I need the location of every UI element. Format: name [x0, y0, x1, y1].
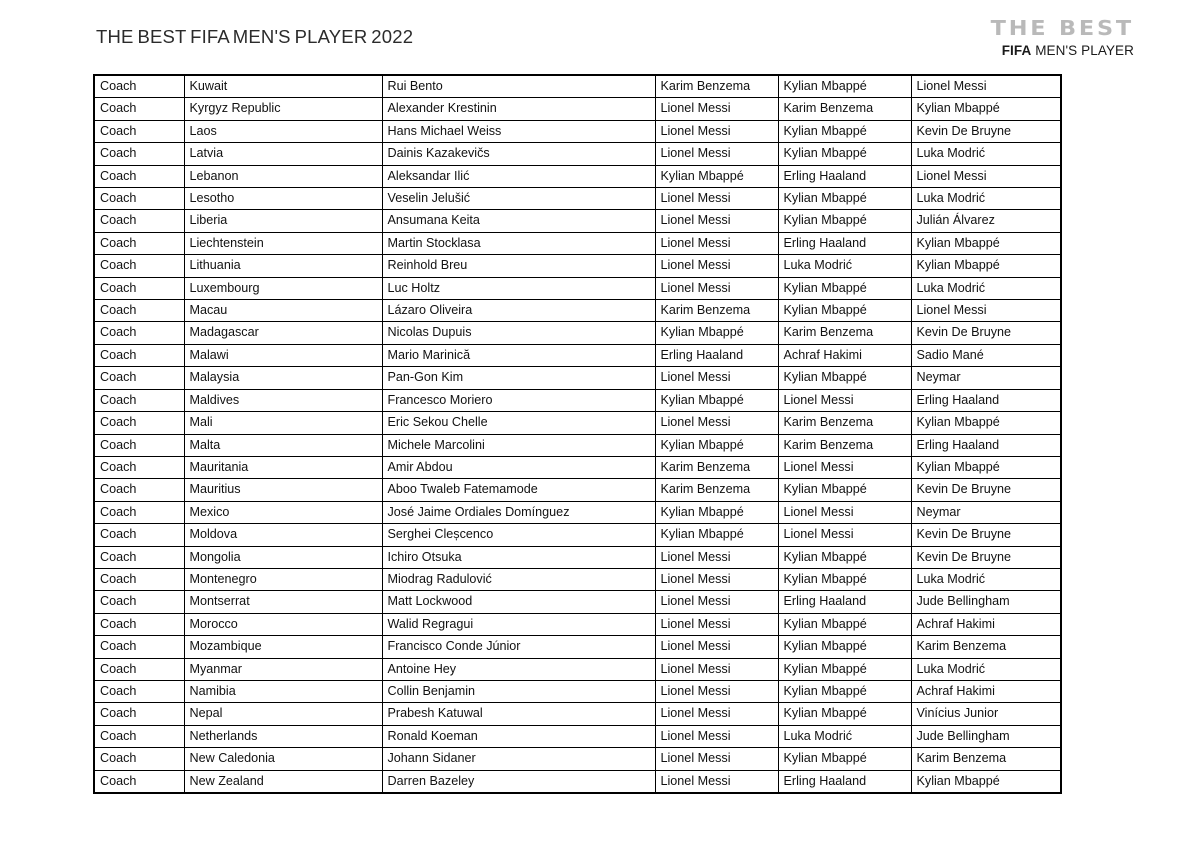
voter-cell: Ronald Koeman: [382, 725, 655, 747]
table-row: [94, 479, 1061, 501]
votes-table-body: [94, 75, 1061, 793]
table-row: [94, 770, 1061, 793]
role-cell: Coach: [94, 456, 184, 478]
table-row: [94, 98, 1061, 120]
vote-3-cell: Achraf Hakimi: [911, 613, 1061, 635]
voter-cell: Pan-Gon Kim: [382, 367, 655, 389]
vote-1-cell: Kylian Mbappé: [655, 501, 778, 523]
vote-1-cell: Lionel Messi: [655, 98, 778, 120]
vote-3-cell: Kylian Mbappé: [911, 770, 1061, 793]
vote-2-cell: Achraf Hakimi: [778, 344, 911, 366]
vote-3-cell: Kevin De Bruyne: [911, 479, 1061, 501]
table-row: [94, 367, 1061, 389]
table-row: [94, 165, 1061, 187]
role-cell: Coach: [94, 255, 184, 277]
vote-1-cell: Lionel Messi: [655, 367, 778, 389]
table-row: [94, 277, 1061, 299]
vote-2-cell: Erling Haaland: [778, 591, 911, 613]
vote-3-cell: Kylian Mbappé: [911, 412, 1061, 434]
role-cell: Coach: [94, 277, 184, 299]
vote-2-cell: Kylian Mbappé: [778, 613, 911, 635]
role-cell: Coach: [94, 344, 184, 366]
vote-2-cell: Erling Haaland: [778, 165, 911, 187]
association-cell: Kyrgyz Republic: [184, 98, 382, 120]
table-row: [94, 703, 1061, 725]
role-cell: Coach: [94, 613, 184, 635]
vote-2-cell: Lionel Messi: [778, 389, 911, 411]
table-row: [94, 210, 1061, 232]
vote-2-cell: Kylian Mbappé: [778, 546, 911, 568]
voter-cell: Matt Lockwood: [382, 591, 655, 613]
vote-2-cell: Kylian Mbappé: [778, 188, 911, 210]
role-cell: Coach: [94, 75, 184, 98]
vote-3-cell: Kevin De Bruyne: [911, 322, 1061, 344]
role-cell: Coach: [94, 636, 184, 658]
page-title: THE BEST FIFA MEN'S PLAYER 2022: [96, 26, 414, 47]
voter-cell: Amir Abdou: [382, 456, 655, 478]
role-cell: Coach: [94, 546, 184, 568]
vote-1-cell: Lionel Messi: [655, 232, 778, 254]
vote-1-cell: Karim Benzema: [655, 75, 778, 98]
vote-2-cell: Kylian Mbappé: [778, 680, 911, 702]
voter-cell: Lázaro Oliveira: [382, 300, 655, 322]
table-row: [94, 389, 1061, 411]
table-row: [94, 524, 1061, 546]
vote-1-cell: Karim Benzema: [655, 456, 778, 478]
vote-3-cell: Lionel Messi: [911, 300, 1061, 322]
association-cell: Mongolia: [184, 546, 382, 568]
voter-cell: Dainis Kazakevičs: [382, 143, 655, 165]
vote-1-cell: Lionel Messi: [655, 680, 778, 702]
voter-cell: Martin Stocklasa: [382, 232, 655, 254]
voter-cell: Antoine Hey: [382, 658, 655, 680]
table-row: [94, 75, 1061, 98]
vote-3-cell: Erling Haaland: [911, 434, 1061, 456]
voter-cell: Prabesh Katuwal: [382, 703, 655, 725]
vote-2-cell: Kylian Mbappé: [778, 658, 911, 680]
vote-1-cell: Lionel Messi: [655, 591, 778, 613]
association-cell: Liechtenstein: [184, 232, 382, 254]
table-row: [94, 344, 1061, 366]
vote-3-cell: Kylian Mbappé: [911, 456, 1061, 478]
role-cell: Coach: [94, 501, 184, 523]
association-cell: Mozambique: [184, 636, 382, 658]
logo-the-best-wordmark: [964, 18, 1134, 38]
association-cell: Malawi: [184, 344, 382, 366]
vote-2-cell: Kylian Mbappé: [778, 636, 911, 658]
role-cell: Coach: [94, 591, 184, 613]
vote-3-cell: Luka Modrić: [911, 568, 1061, 590]
vote-3-cell: Kylian Mbappé: [911, 255, 1061, 277]
vote-2-cell: Karim Benzema: [778, 412, 911, 434]
vote-2-cell: Kylian Mbappé: [778, 568, 911, 590]
vote-1-cell: Lionel Messi: [655, 613, 778, 635]
vote-3-cell: Luka Modrić: [911, 143, 1061, 165]
table-row: [94, 188, 1061, 210]
vote-2-cell: Karim Benzema: [778, 98, 911, 120]
vote-3-cell: Julián Álvarez: [911, 210, 1061, 232]
vote-1-cell: Lionel Messi: [655, 636, 778, 658]
voter-cell: Ichiro Otsuka: [382, 546, 655, 568]
vote-2-cell: Kylian Mbappé: [778, 367, 911, 389]
vote-2-cell: Kylian Mbappé: [778, 748, 911, 770]
vote-1-cell: Erling Haaland: [655, 344, 778, 366]
table-row: [94, 591, 1061, 613]
voter-cell: Aleksandar Ilić: [382, 165, 655, 187]
association-cell: Malaysia: [184, 367, 382, 389]
role-cell: Coach: [94, 770, 184, 793]
role-cell: Coach: [94, 524, 184, 546]
role-cell: Coach: [94, 658, 184, 680]
vote-3-cell: Vinícius Junior: [911, 703, 1061, 725]
vote-1-cell: Lionel Messi: [655, 255, 778, 277]
voter-cell: Serghei Cleșcenco: [382, 524, 655, 546]
association-cell: Mexico: [184, 501, 382, 523]
vote-1-cell: Lionel Messi: [655, 658, 778, 680]
table-row: [94, 568, 1061, 590]
votes-table-container: [93, 74, 1062, 794]
role-cell: Coach: [94, 188, 184, 210]
role-cell: Coach: [94, 322, 184, 344]
role-cell: Coach: [94, 232, 184, 254]
table-row: [94, 748, 1061, 770]
association-cell: Kuwait: [184, 75, 382, 98]
vote-3-cell: Jude Bellingham: [911, 591, 1061, 613]
vote-2-cell: Luka Modrić: [778, 725, 911, 747]
vote-1-cell: Kylian Mbappé: [655, 434, 778, 456]
vote-1-cell: Lionel Messi: [655, 143, 778, 165]
table-row: [94, 255, 1061, 277]
association-cell: Lebanon: [184, 165, 382, 187]
association-cell: Morocco: [184, 613, 382, 635]
vote-1-cell: Lionel Messi: [655, 725, 778, 747]
association-cell: Macau: [184, 300, 382, 322]
association-cell: Mauritania: [184, 456, 382, 478]
votes-table: [93, 74, 1062, 794]
vote-2-cell: Kylian Mbappé: [778, 120, 911, 142]
voter-cell: Walid Regragui: [382, 613, 655, 635]
association-cell: Montserrat: [184, 591, 382, 613]
role-cell: Coach: [94, 412, 184, 434]
table-row: [94, 120, 1061, 142]
voter-cell: Miodrag Radulović: [382, 568, 655, 590]
role-cell: Coach: [94, 98, 184, 120]
the-best-fifa-logo: [964, 18, 1134, 58]
vote-1-cell: Lionel Messi: [655, 277, 778, 299]
role-cell: Coach: [94, 389, 184, 411]
vote-3-cell: Luka Modrić: [911, 188, 1061, 210]
vote-3-cell: Kevin De Bruyne: [911, 546, 1061, 568]
vote-3-cell: Neymar: [911, 367, 1061, 389]
voter-cell: Johann Sidaner: [382, 748, 655, 770]
vote-2-cell: Kylian Mbappé: [778, 703, 911, 725]
role-cell: Coach: [94, 434, 184, 456]
association-cell: Namibia: [184, 680, 382, 702]
role-cell: Coach: [94, 680, 184, 702]
vote-3-cell: Luka Modrić: [911, 658, 1061, 680]
voter-cell: Alexander Krestinin: [382, 98, 655, 120]
logo-fifa-text: FIFA: [1001, 43, 1032, 58]
association-cell: Moldova: [184, 524, 382, 546]
vote-1-cell: Kylian Mbappé: [655, 524, 778, 546]
role-cell: Coach: [94, 479, 184, 501]
vote-3-cell: Karim Benzema: [911, 636, 1061, 658]
vote-3-cell: Kylian Mbappé: [911, 98, 1061, 120]
voter-cell: Veselin Jelušić: [382, 188, 655, 210]
table-row: [94, 232, 1061, 254]
vote-3-cell: Kevin De Bruyne: [911, 120, 1061, 142]
role-cell: Coach: [94, 143, 184, 165]
voter-cell: Eric Sekou Chelle: [382, 412, 655, 434]
voter-cell: Darren Bazeley: [382, 770, 655, 793]
vote-2-cell: Kylian Mbappé: [778, 300, 911, 322]
voter-cell: Luc Holtz: [382, 277, 655, 299]
role-cell: Coach: [94, 703, 184, 725]
role-cell: Coach: [94, 120, 184, 142]
vote-3-cell: Neymar: [911, 501, 1061, 523]
table-row: [94, 725, 1061, 747]
table-row: [94, 143, 1061, 165]
voter-cell: Mario Marinică: [382, 344, 655, 366]
voter-cell: Francesco Moriero: [382, 389, 655, 411]
voter-cell: Francisco Conde Júnior: [382, 636, 655, 658]
voter-cell: José Jaime Ordiales Domínguez: [382, 501, 655, 523]
association-cell: Mauritius: [184, 479, 382, 501]
vote-1-cell: Kylian Mbappé: [655, 165, 778, 187]
vote-2-cell: Kylian Mbappé: [778, 210, 911, 232]
vote-2-cell: Luka Modrić: [778, 255, 911, 277]
vote-2-cell: Kylian Mbappé: [778, 479, 911, 501]
vote-3-cell: Jude Bellingham: [911, 725, 1061, 747]
vote-3-cell: Lionel Messi: [911, 75, 1061, 98]
vote-3-cell: Sadio Mané: [911, 344, 1061, 366]
association-cell: Lesotho: [184, 188, 382, 210]
association-cell: Laos: [184, 120, 382, 142]
vote-3-cell: Achraf Hakimi: [911, 680, 1061, 702]
table-row: [94, 680, 1061, 702]
vote-2-cell: Lionel Messi: [778, 524, 911, 546]
role-cell: Coach: [94, 165, 184, 187]
table-row: [94, 300, 1061, 322]
association-cell: Liberia: [184, 210, 382, 232]
vote-1-cell: Lionel Messi: [655, 546, 778, 568]
association-cell: Luxembourg: [184, 277, 382, 299]
voter-cell: Collin Benjamin: [382, 680, 655, 702]
vote-1-cell: Kylian Mbappé: [655, 389, 778, 411]
vote-2-cell: Kylian Mbappé: [778, 143, 911, 165]
role-cell: Coach: [94, 725, 184, 747]
association-cell: Latvia: [184, 143, 382, 165]
voter-cell: Nicolas Dupuis: [382, 322, 655, 344]
association-cell: New Caledonia: [184, 748, 382, 770]
association-cell: Lithuania: [184, 255, 382, 277]
vote-1-cell: Lionel Messi: [655, 188, 778, 210]
association-cell: Madagascar: [184, 322, 382, 344]
logo-category-text: MEN'S PLAYER: [1031, 43, 1134, 58]
voter-cell: Rui Bento: [382, 75, 655, 98]
association-cell: Maldives: [184, 389, 382, 411]
vote-1-cell: Lionel Messi: [655, 120, 778, 142]
vote-3-cell: Luka Modrić: [911, 277, 1061, 299]
table-row: [94, 546, 1061, 568]
vote-2-cell: Lionel Messi: [778, 456, 911, 478]
voter-cell: Michele Marcolini: [382, 434, 655, 456]
logo-the-best-text: THE BEST: [990, 16, 1134, 40]
voter-cell: Aboo Twaleb Fatemamode: [382, 479, 655, 501]
vote-1-cell: Lionel Messi: [655, 210, 778, 232]
table-row: [94, 658, 1061, 680]
voter-cell: Hans Michael Weiss: [382, 120, 655, 142]
vote-2-cell: Erling Haaland: [778, 770, 911, 793]
vote-1-cell: Lionel Messi: [655, 568, 778, 590]
table-row: [94, 434, 1061, 456]
table-row: [94, 412, 1061, 434]
table-row: [94, 322, 1061, 344]
vote-1-cell: Karim Benzema: [655, 479, 778, 501]
vote-2-cell: Erling Haaland: [778, 232, 911, 254]
vote-2-cell: Karim Benzema: [778, 434, 911, 456]
vote-2-cell: Kylian Mbappé: [778, 277, 911, 299]
vote-3-cell: Kevin De Bruyne: [911, 524, 1061, 546]
vote-3-cell: Karim Benzema: [911, 748, 1061, 770]
role-cell: Coach: [94, 210, 184, 232]
table-row: [94, 501, 1061, 523]
page-header: [0, 0, 1200, 74]
table-row: [94, 456, 1061, 478]
vote-1-cell: Lionel Messi: [655, 703, 778, 725]
association-cell: Malta: [184, 434, 382, 456]
table-row: [94, 636, 1061, 658]
table-row: [94, 613, 1061, 635]
voter-cell: Ansumana Keita: [382, 210, 655, 232]
role-cell: Coach: [94, 748, 184, 770]
vote-1-cell: Kylian Mbappé: [655, 322, 778, 344]
voter-cell: Reinhold Breu: [382, 255, 655, 277]
vote-2-cell: Kylian Mbappé: [778, 75, 911, 98]
vote-1-cell: Karim Benzema: [655, 300, 778, 322]
vote-3-cell: Lionel Messi: [911, 165, 1061, 187]
association-cell: Montenegro: [184, 568, 382, 590]
association-cell: New Zealand: [184, 770, 382, 793]
association-cell: Myanmar: [184, 658, 382, 680]
vote-1-cell: Lionel Messi: [655, 412, 778, 434]
vote-1-cell: Lionel Messi: [655, 748, 778, 770]
role-cell: Coach: [94, 568, 184, 590]
vote-3-cell: Kylian Mbappé: [911, 232, 1061, 254]
role-cell: Coach: [94, 300, 184, 322]
vote-2-cell: Karim Benzema: [778, 322, 911, 344]
vote-3-cell: Erling Haaland: [911, 389, 1061, 411]
logo-subtitle: [964, 44, 1134, 58]
association-cell: Nepal: [184, 703, 382, 725]
vote-2-cell: Lionel Messi: [778, 501, 911, 523]
association-cell: Netherlands: [184, 725, 382, 747]
association-cell: Mali: [184, 412, 382, 434]
vote-1-cell: Lionel Messi: [655, 770, 778, 793]
role-cell: Coach: [94, 367, 184, 389]
